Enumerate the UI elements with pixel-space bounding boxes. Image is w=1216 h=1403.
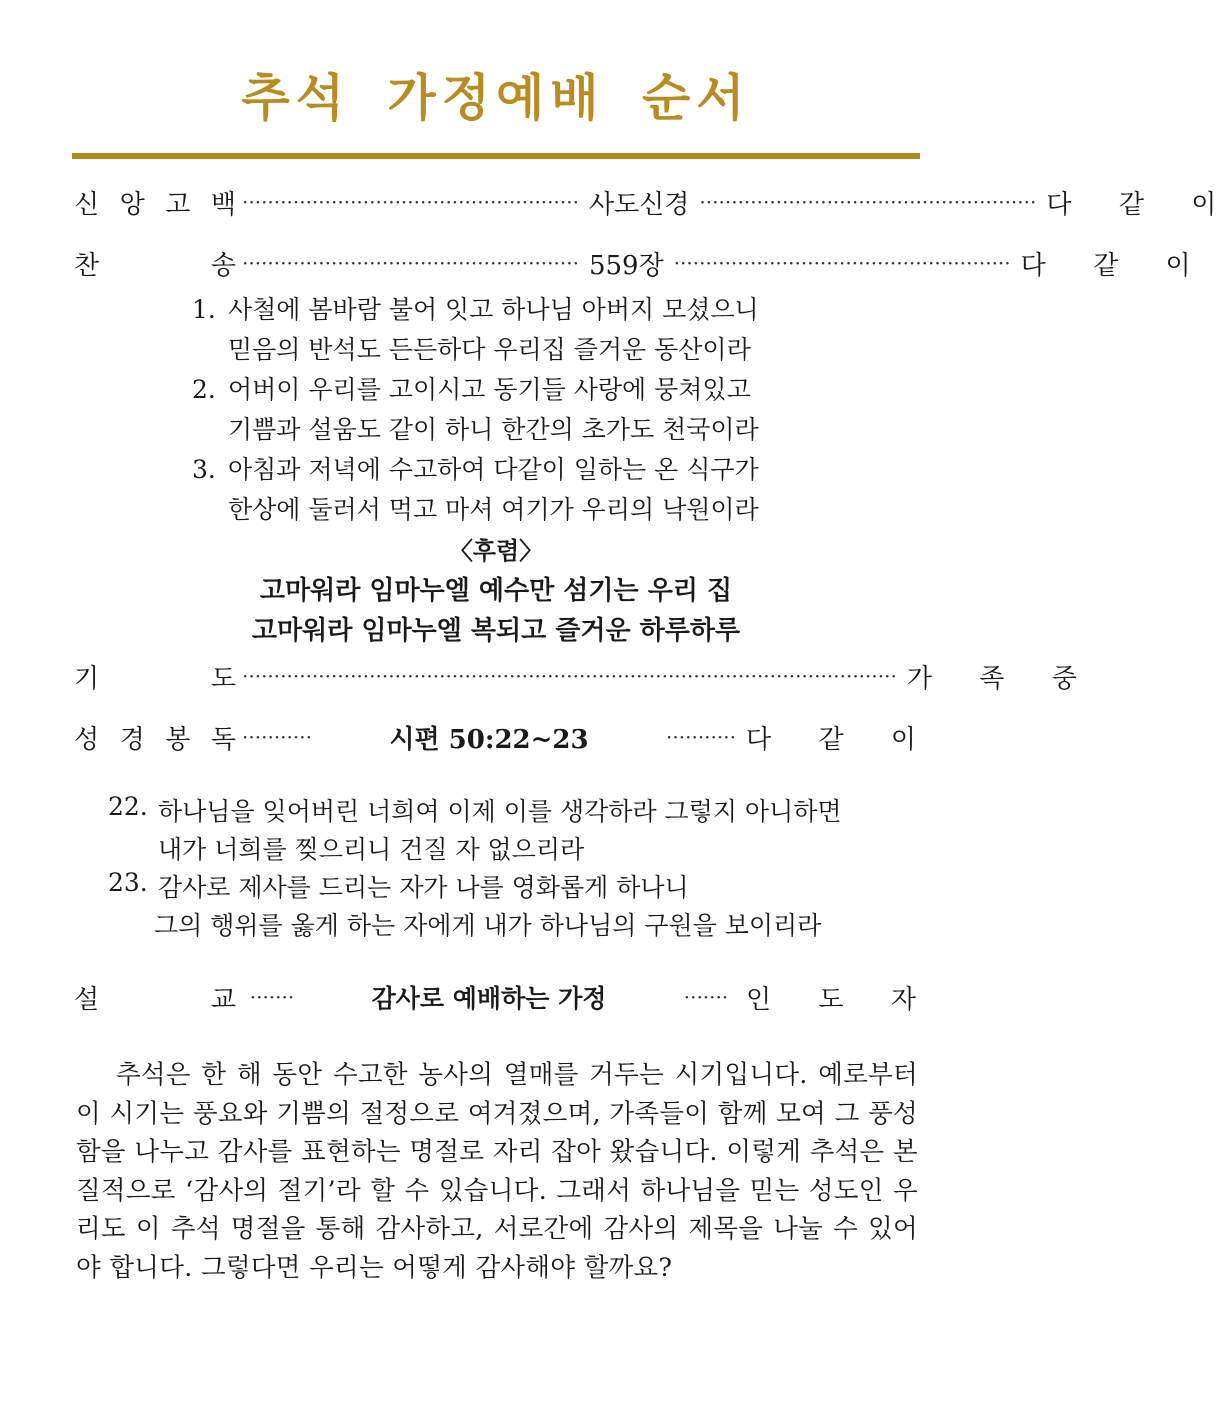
verse-line: 하나님을 잊어버린 너희여 이제 이를 생각하라 그렇지 아니하면 [158, 797, 842, 826]
leader-dots: ······· [683, 985, 729, 1009]
order-row-prayer [74, 656, 1077, 696]
order-label: 성 경 봉 독 [74, 724, 236, 755]
verse-number: 23. [108, 868, 148, 897]
refrain-label: 〈후렴〉 [448, 536, 544, 565]
hymn-verse-number: 2. [192, 375, 216, 404]
order-leader: 다 같 이 [1046, 189, 1216, 220]
leader-dots: ··········· [242, 725, 312, 749]
order-row-creed [74, 182, 1216, 222]
refrain-line: 고마워라 임마누엘 복되고 즐거운 하루하루 [251, 616, 741, 646]
order-row-reading [74, 717, 916, 757]
hymn-line: 한상에 둘러서 먹고 마셔 여기가 우리의 낙원이라 [228, 495, 759, 524]
leader-dots: ····················································· [242, 190, 579, 214]
hymn-line: 아침과 저녁에 수고하여 다같이 일하는 온 식구가 [228, 455, 759, 484]
hymn-verse-number: 1. [192, 295, 216, 324]
order-label: 설 교 [74, 984, 236, 1015]
leader-dots: ····················································· [699, 190, 1037, 214]
hymn-verse-number: 3. [192, 455, 216, 484]
order-label: 찬 송 [74, 250, 236, 281]
order-row-sermon [74, 977, 916, 1017]
order-label: 신 앙 고 백 [74, 189, 236, 220]
leader-dots: ······· [249, 985, 295, 1009]
page-title: 추석 가정예배 순서 [241, 69, 751, 127]
refrain-line: 고마워라 임마누엘 예수만 섬기는 우리 집 [259, 576, 733, 606]
leader-dots: ····················································· [673, 251, 1011, 275]
order-row-hymn [74, 243, 1191, 283]
order-label: 기 도 [74, 663, 236, 694]
hymn-line: 믿음의 반석도 든든하다 우리집 즐거운 동산이라 [228, 335, 751, 364]
hymn-line: 기쁨과 설움도 같이 하니 한간의 초가도 천국이라 [228, 415, 759, 444]
leader-dots: ······································································································· [242, 664, 897, 688]
order-item: 시편 50:22~23 [389, 724, 589, 755]
order-item: 사도신경 [588, 189, 690, 220]
verse-number: 22. [108, 792, 148, 821]
hymn-line: 사철에 봄바람 불어 잇고 하나님 아버지 모셨으니 [228, 295, 759, 324]
verse-line: 내가 너희를 찢으리니 건질 자 없으리라 [158, 835, 585, 864]
hymn-line: 어버이 우리를 고이시고 동기들 사랑에 뭉쳐있고 [228, 375, 751, 404]
sermon-body: 추석은 한 해 동안 수고한 농사의 열매를 거두는 시기입니다. 예로부터 이 시기는 풍요와 기쁨의 절정으로 여겨졌으며, 가족들이 함께 모여 그 풍성함을 나누고 감사를 표현하는 명절로 자리 잡아 왔습니다. 이렇게 추석은 본질적으로 ‘감사의 절기’라 할 수 있습니다. 그래서 하나님을 믿는 성도인 우리도 이 추석 명절을 통해 감사하고, 서로간에 감사의 제목을 나눌 수 있어야 합니다. 그렇다면 우리는 어떻게 감사해야 할까요? [76, 1060, 918, 1283]
order-item: 559장 [588, 250, 664, 281]
order-leader: 인 도 자 [746, 984, 916, 1015]
verse-line: 그의 행위를 옳게 하는 자에게 내가 하나님의 구원을 보이리라 [154, 911, 822, 940]
title-underline [72, 153, 920, 159]
verse-line: 감사로 제사를 드리는 자가 나를 영화롭게 하나니 [158, 873, 689, 902]
order-leader: 가 족 중 [906, 663, 1077, 694]
order-leader: 다 같 이 [1020, 250, 1191, 281]
order-item: 감사로 예배하는 가정 [371, 984, 607, 1013]
leader-dots: ····················································· [242, 251, 579, 275]
order-leader: 다 같 이 [746, 724, 916, 755]
leader-dots: ··········· [666, 725, 736, 749]
